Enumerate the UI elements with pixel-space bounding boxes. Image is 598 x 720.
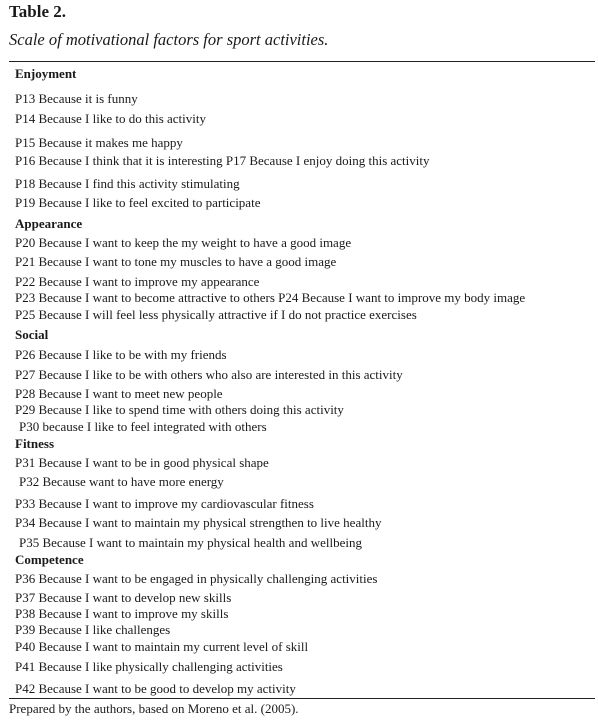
table-row: P13 Because it is funny bbox=[15, 91, 138, 106]
table-row: P34 Because I want to maintain my physical strengthen to live healthy bbox=[15, 515, 382, 530]
table-row: P33 Because I want to improve my cardiovascular fitness bbox=[15, 496, 314, 511]
table-row: P29 Because I like to spend time with others doing this activity bbox=[15, 402, 344, 417]
section-heading-fitness: Fitness bbox=[15, 436, 54, 451]
table-row: P35 Because I want to maintain my physical health and wellbeing bbox=[19, 535, 362, 550]
table-row: P40 Because I want to maintain my current level of skill bbox=[15, 639, 309, 654]
table-row: P14 Because I like to do this activity bbox=[15, 111, 206, 126]
table-row: P31 Because I want to be in good physical shape bbox=[15, 455, 269, 470]
table-row: P39 Because I like challenges bbox=[15, 622, 171, 637]
section-heading-enjoyment: Enjoyment bbox=[15, 66, 77, 81]
table-row: P38 Because I want to improve my skills bbox=[15, 606, 229, 621]
table-row: P23 Because I want to become attractive to others P24 Because I want to improve my body image bbox=[15, 290, 526, 305]
table-row: P41 Because I like physically challenging activities bbox=[15, 659, 283, 674]
table-footnote: Prepared by the authors, based on Moreno et al. (2005). bbox=[9, 701, 299, 716]
table-row: P18 Because I find this activity stimulating bbox=[15, 176, 240, 191]
table-row: P21 Because I want to tone my muscles to have a good image bbox=[15, 254, 337, 269]
section-heading-appearance: Appearance bbox=[15, 216, 83, 231]
table-row: P42 Because I want to be good to develop my activity bbox=[15, 681, 296, 696]
table-row: P16 Because I think that it is interesting P17 Because I enjoy doing this activity bbox=[15, 153, 430, 168]
table-row: P26 Because I like to be with my friends bbox=[15, 347, 227, 362]
table-row: P27 Because I like to be with others who also are interested in this activity bbox=[15, 367, 403, 382]
table-title: Table 2. bbox=[9, 2, 67, 21]
table-row: P15 Because it makes me happy bbox=[15, 135, 183, 150]
bottom-rule bbox=[9, 698, 595, 699]
table-row: P22 Because I want to improve my appearance bbox=[15, 274, 260, 289]
section-heading-competence: Competence bbox=[15, 552, 84, 567]
table-row: P28 Because I want to meet new people bbox=[15, 386, 223, 401]
table-row: P36 Because I want to be engaged in physically challenging activities bbox=[15, 571, 378, 586]
table-row: P37 Because I want to develop new skills bbox=[15, 590, 232, 605]
top-rule bbox=[9, 61, 595, 62]
table-row: P19 Because I like to feel excited to participate bbox=[15, 195, 261, 210]
table-row: P30 because I like to feel integrated with others bbox=[19, 419, 267, 434]
table-row: P20 Because I want to keep the my weight to have a good image bbox=[15, 235, 352, 250]
table-caption: Scale of motivational factors for sport activities. bbox=[9, 30, 329, 49]
section-heading-social: Social bbox=[15, 327, 49, 342]
table-row: P25 Because I will feel less physically attractive if I do not practice exercises bbox=[15, 307, 417, 322]
table-row: P32 Because want to have more energy bbox=[19, 474, 224, 489]
